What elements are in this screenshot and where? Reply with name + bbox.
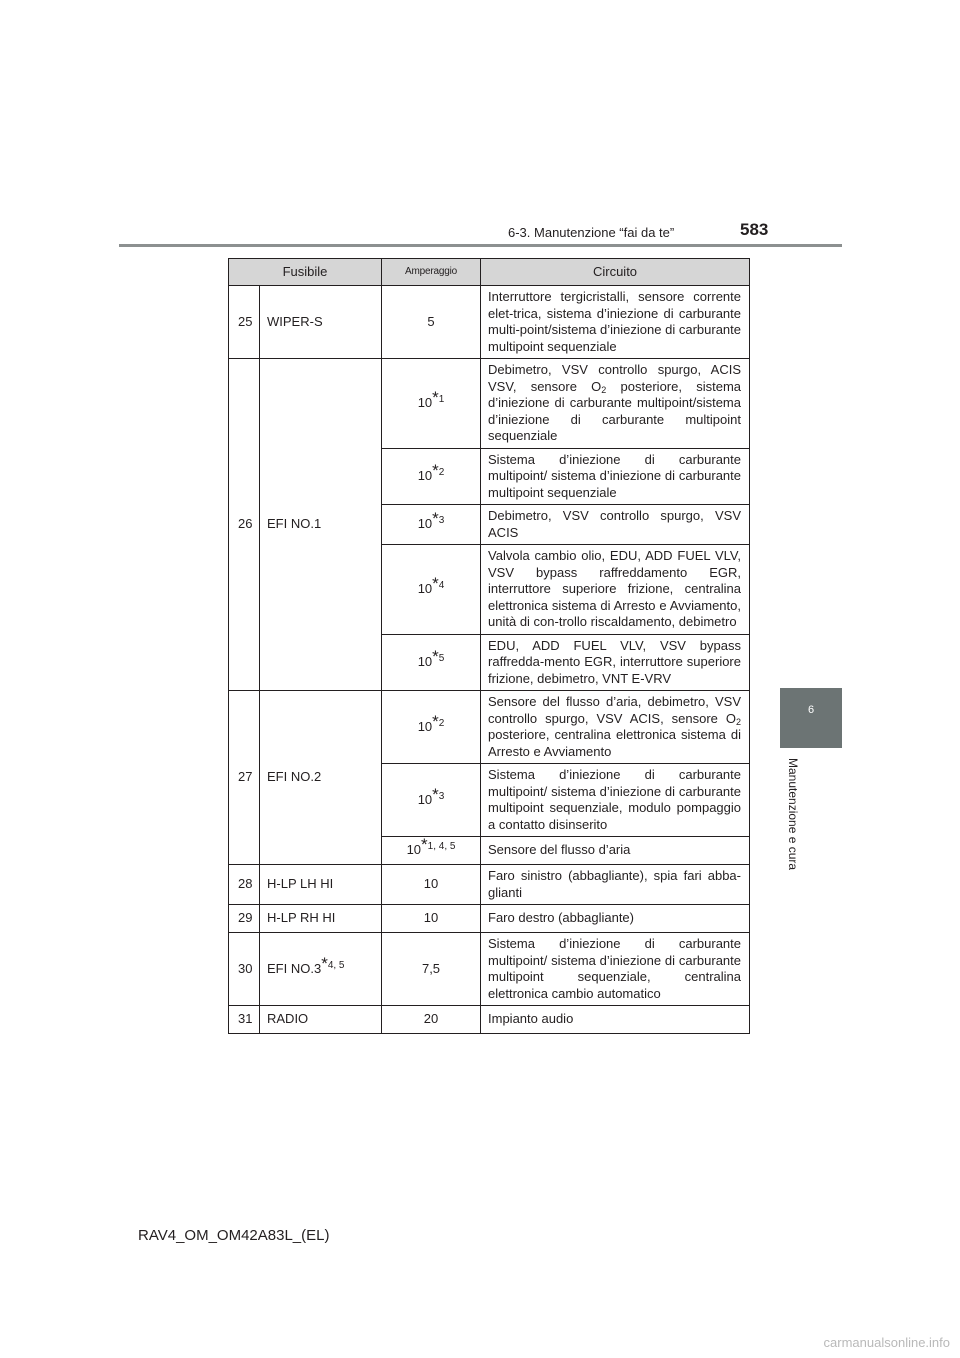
section-title: 6-3. Manutenzione “fai da te” bbox=[508, 225, 675, 240]
fuse-number: 31 bbox=[229, 1006, 260, 1034]
header-divider bbox=[119, 244, 842, 247]
table-row bbox=[229, 359, 750, 449]
footnote-mark: * bbox=[321, 953, 328, 973]
footnote-mark: * bbox=[432, 461, 439, 480]
table-row bbox=[229, 691, 750, 764]
footnote-ref: 3 bbox=[438, 790, 445, 802]
table-row bbox=[229, 286, 750, 359]
table-header-row bbox=[229, 259, 750, 286]
amp-value: 10 bbox=[417, 581, 433, 596]
fuse-name: EFI NO.2 bbox=[260, 691, 382, 865]
table-row bbox=[229, 905, 750, 933]
fuse-circuit: EDU, ADD FUEL VLV, VSV bypass raffredda-mento EGR, interruttore superiore frizione, debimetro, VNT E-VRV bbox=[481, 634, 750, 691]
fuse-name: H-LP LH HI bbox=[260, 865, 382, 905]
fuse-number: 30 bbox=[229, 933, 260, 1006]
header-amperage: Amperaggio bbox=[382, 259, 481, 286]
watermark: carmanualsonline.info bbox=[823, 1335, 950, 1350]
fuse-amperage bbox=[382, 448, 481, 505]
footnote-ref: 2 bbox=[438, 717, 445, 729]
fuse-amperage bbox=[382, 691, 481, 764]
footnote-mark: * bbox=[432, 784, 439, 804]
amp-value: 10 bbox=[417, 791, 433, 807]
fuse-amperage bbox=[382, 545, 481, 635]
footnote-ref: 4, 5 bbox=[327, 959, 345, 971]
fuse-name: WIPER-S bbox=[260, 286, 382, 359]
fuse-name: RADIO bbox=[260, 1006, 382, 1034]
table-row bbox=[229, 1006, 750, 1034]
fuse-circuit: Impianto audio bbox=[481, 1006, 750, 1034]
amp-value: 10 bbox=[406, 842, 422, 858]
fuse-amperage: 5 bbox=[382, 286, 481, 359]
fuse-amperage: 20 bbox=[382, 1006, 481, 1034]
fuse-circuit: Debimetro, VSV controllo spurgo, VSV ACIS bbox=[481, 505, 750, 545]
fuse-circuit: Faro sinistro (abbagliante), spia fari abba-glianti bbox=[481, 865, 750, 905]
fuse-amperage: 7,5 bbox=[382, 933, 481, 1006]
chapter-label-text: Manutenzione e cura bbox=[786, 758, 800, 871]
circuit-text: posteriore, sistema d’iniezione di carburante multipoint/sistema d’iniezione di carburante multipoint sequenziale bbox=[488, 378, 742, 443]
fuse-table bbox=[228, 258, 750, 1034]
circuit-text: posteriore, centralina elettronica sistema di Arresto e Avviamento bbox=[488, 727, 741, 759]
footnote-ref: 1 bbox=[438, 394, 445, 405]
chapter-label bbox=[781, 758, 805, 898]
footnote-ref: 3 bbox=[438, 515, 445, 527]
footnote-ref: 5 bbox=[438, 653, 445, 664]
footnote-ref: 4 bbox=[438, 580, 445, 591]
fuse-circuit: Faro destro (abbagliante) bbox=[481, 905, 750, 933]
footnote-ref: 2 bbox=[438, 467, 445, 478]
fuse-amperage bbox=[382, 837, 481, 865]
fuse-circuit bbox=[481, 359, 750, 449]
fuse-circuit: Sistema d’iniezione di carburante multipoint/ sistema d’iniezione di carburante multipoint sequenziale, centralina elettronica cambio automatico bbox=[481, 933, 750, 1006]
fuse-circuit: Sensore del flusso d’aria bbox=[481, 837, 750, 865]
fuse-circuit: Sistema d’iniezione di carburante multipoint/ sistema d’iniezione di carburante multipoint sequenziale, modulo pompaggio a contatto disinserito bbox=[481, 764, 750, 837]
footnote-mark: * bbox=[432, 711, 439, 731]
amp-value: 10 bbox=[417, 395, 433, 410]
footnote-mark: * bbox=[421, 835, 428, 855]
amp-value: 10 bbox=[417, 468, 433, 483]
header-circuit: Circuito bbox=[481, 259, 750, 286]
fuse-name bbox=[260, 933, 382, 1006]
fuse-name: EFI NO.1 bbox=[260, 359, 382, 691]
subscript: 2 bbox=[735, 716, 741, 727]
fuse-amperage: 10 bbox=[382, 865, 481, 905]
fuse-number: 27 bbox=[229, 691, 260, 865]
fuse-circuit: Sistema d’iniezione di carburante multipoint/ sistema d’iniezione di carburante multipoint sequenziale bbox=[481, 448, 750, 505]
footnote-mark: * bbox=[432, 647, 439, 666]
circuit-text: Debimetro, VSV controllo spurgo, ACIS VSV, sensore O bbox=[488, 362, 741, 394]
amp-value: 10 bbox=[417, 516, 433, 532]
footnote-mark: * bbox=[432, 509, 439, 529]
fuse-name-text: EFI NO.3 bbox=[267, 960, 322, 976]
amp-value: 10 bbox=[417, 718, 433, 734]
footnote-mark: * bbox=[432, 388, 439, 407]
fuse-number: 26 bbox=[229, 359, 260, 691]
fuse-amperage bbox=[382, 634, 481, 691]
table-row bbox=[229, 933, 750, 1006]
table-row bbox=[229, 865, 750, 905]
fuse-name: H-LP RH HI bbox=[260, 905, 382, 933]
amp-value: 10 bbox=[417, 654, 433, 669]
fuse-amperage bbox=[382, 359, 481, 449]
fuse-number: 25 bbox=[229, 286, 260, 359]
fuse-number: 29 bbox=[229, 905, 260, 933]
fuse-circuit: Interruttore tergicristalli, sensore corrente elet-trica, sistema d’iniezione di carburante multi-point/sistema d’iniezione di carburante multipoint sequenziale bbox=[481, 286, 750, 359]
footnote-ref: 1, 4, 5 bbox=[427, 841, 456, 853]
document-code: RAV4_OM_OM42A83L_(EL) bbox=[138, 1227, 330, 1244]
fuse-amperage bbox=[382, 505, 481, 545]
circuit-text: Sensore del flusso d’aria, debimetro, VSV controllo spurgo, VSV ACIS, sensore O bbox=[488, 694, 741, 726]
fuse-circuit: Valvola cambio olio, EDU, ADD FUEL VLV, VSV bypass raffreddamento EGR, interruttore superiore frizione, centralina elettronica sistema di Arresto e Avviamento, unità di con-trollo riscaldamento, debimetro bbox=[481, 545, 750, 635]
subscript: 2 bbox=[601, 384, 607, 395]
fuse-circuit bbox=[481, 691, 750, 764]
header-fuse: Fusibile bbox=[229, 259, 382, 286]
page-number: 583 bbox=[740, 220, 769, 239]
chapter-tab: 6 bbox=[780, 688, 842, 748]
fuse-amperage: 10 bbox=[382, 905, 481, 933]
fuse-amperage bbox=[382, 764, 481, 837]
footnote-mark: * bbox=[432, 574, 439, 593]
fuse-number: 28 bbox=[229, 865, 260, 905]
